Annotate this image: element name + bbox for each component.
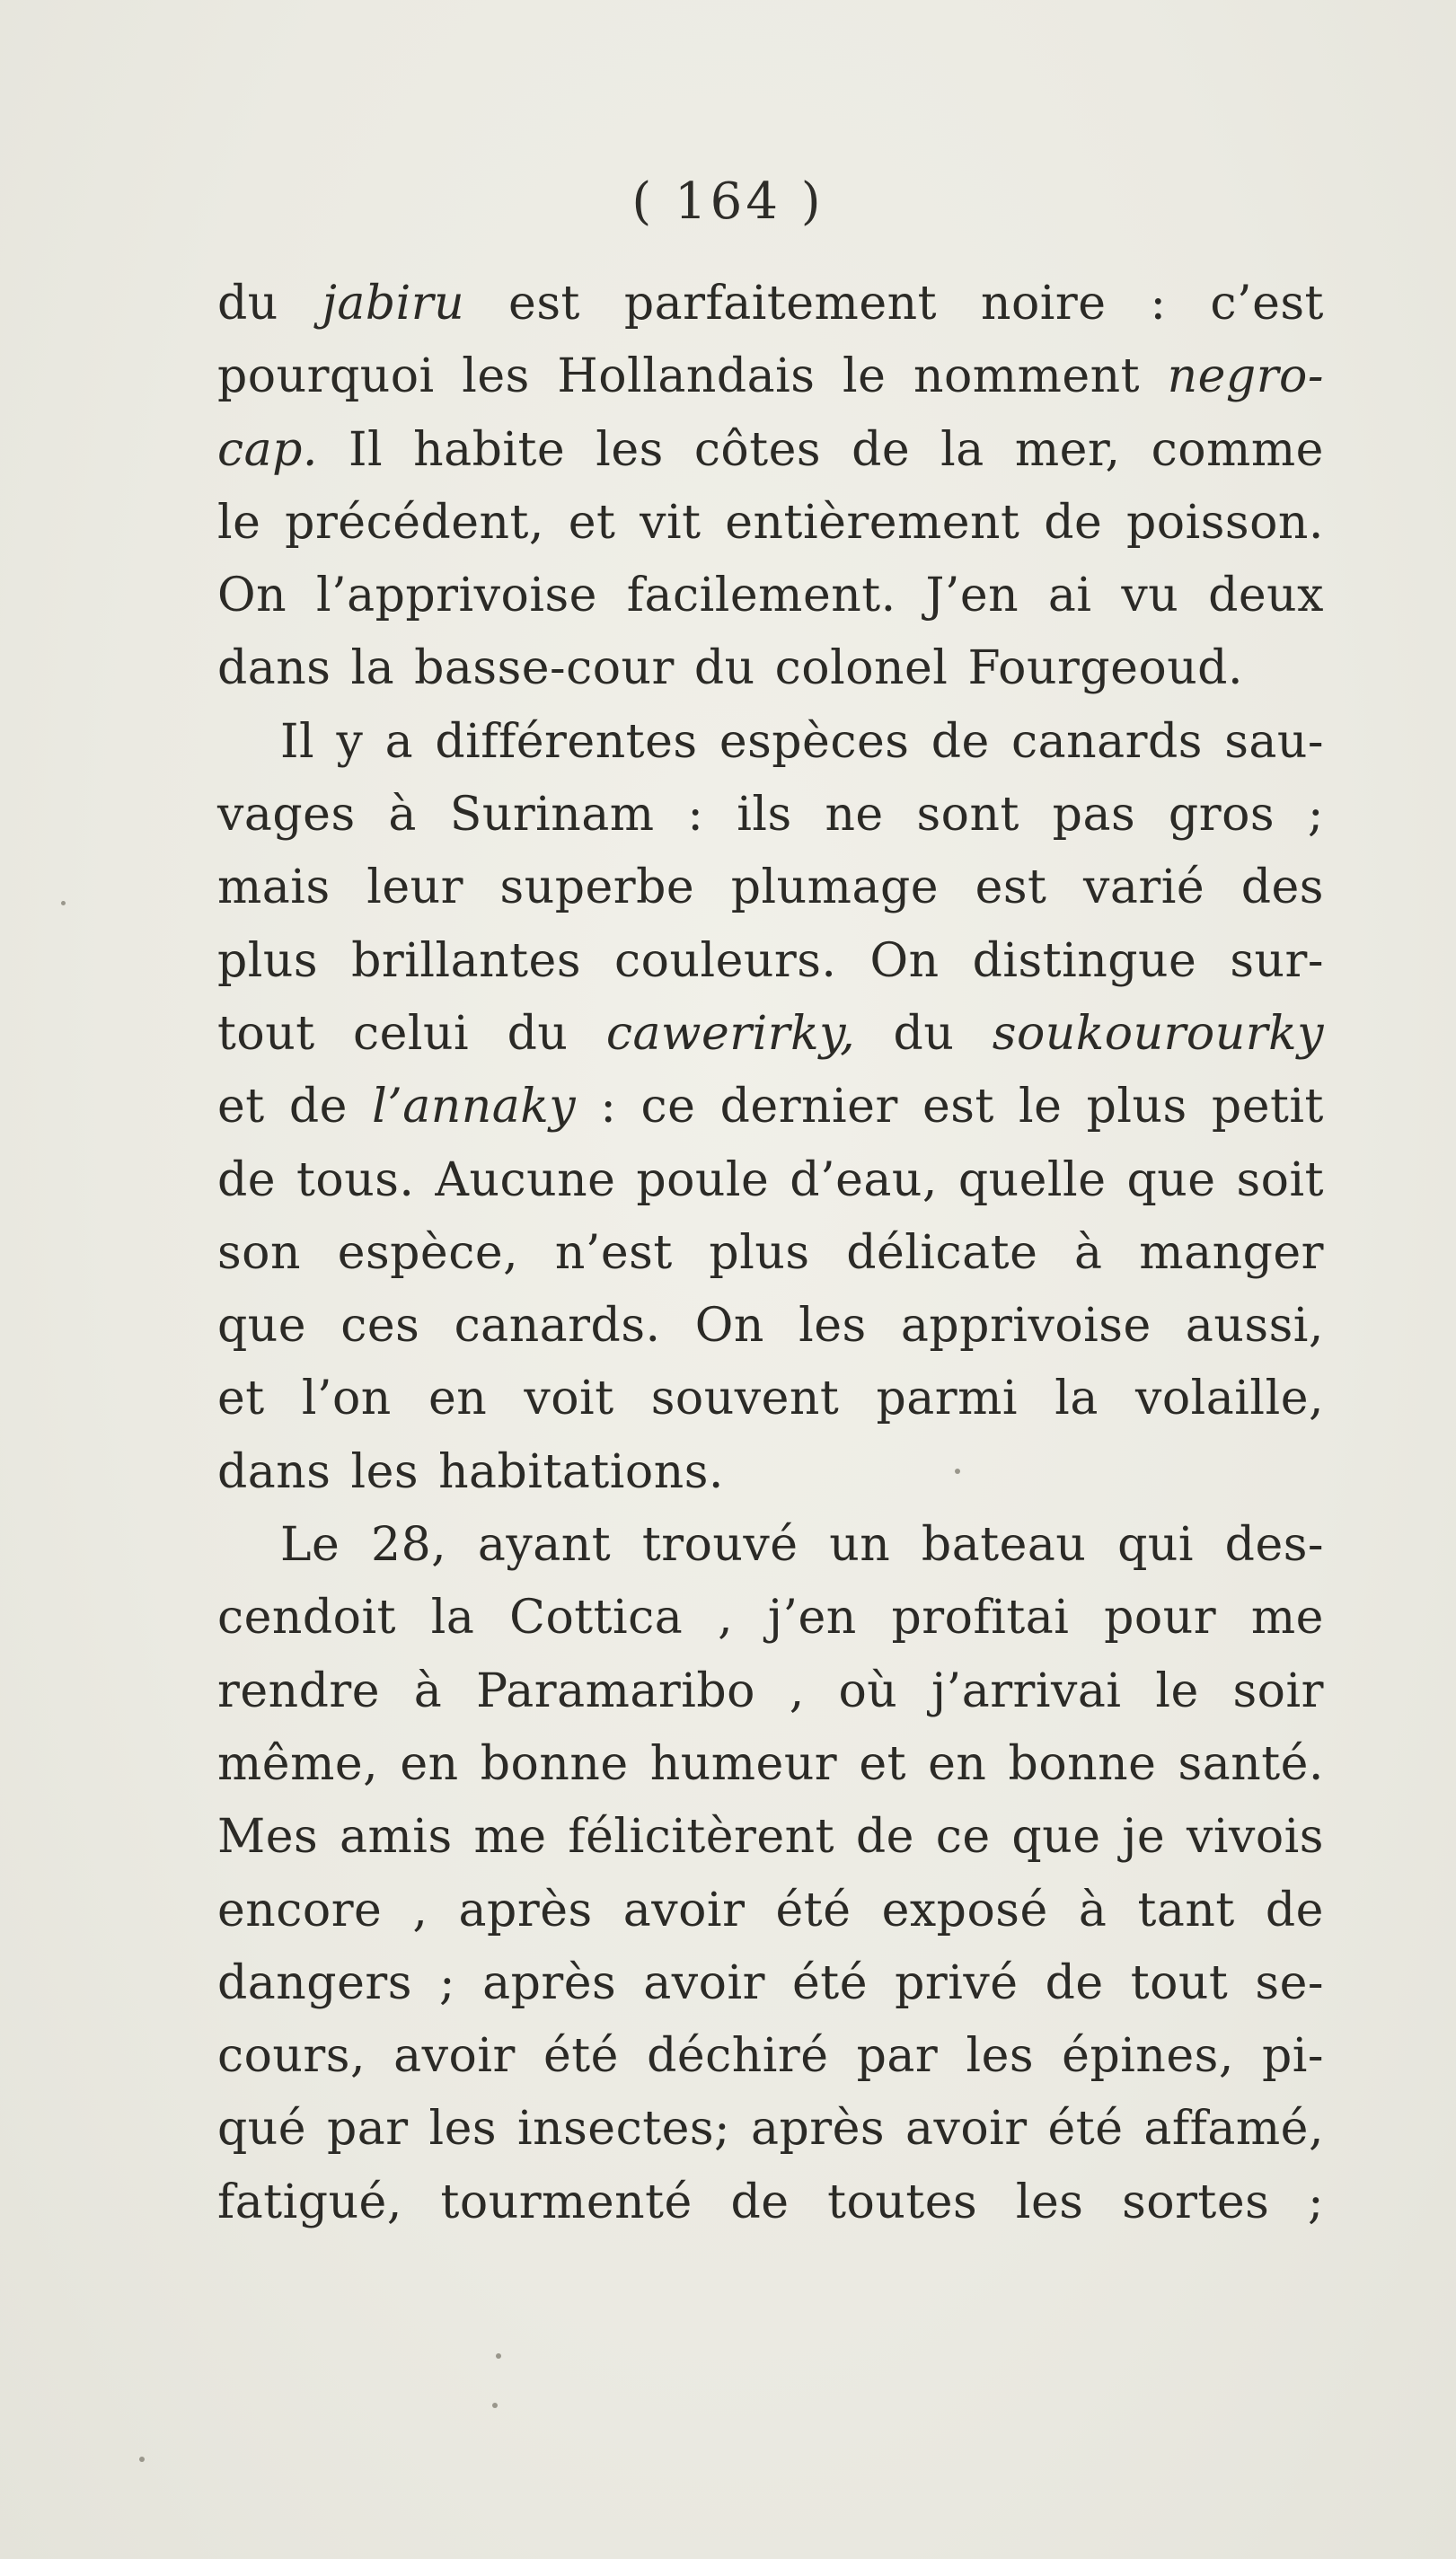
paper-speck <box>496 2353 501 2359</box>
word: qui <box>1117 1518 1194 1573</box>
word: ils <box>737 788 792 843</box>
word: est <box>975 860 1047 915</box>
word: quelle <box>957 1152 1107 1207</box>
text-line <box>217 560 1324 632</box>
paper-speck <box>61 901 66 905</box>
word: espèce, <box>337 1225 519 1280</box>
word: Mes <box>217 1810 319 1865</box>
word: son <box>217 1225 301 1280</box>
word: les <box>428 2102 498 2157</box>
word: mais <box>217 860 331 915</box>
word: leur <box>366 860 463 915</box>
word: amis <box>340 1810 453 1865</box>
word: soukourourky <box>992 1006 1324 1061</box>
word: la <box>940 422 984 477</box>
word: vit <box>640 495 702 550</box>
word: les <box>596 422 664 477</box>
word: à <box>1074 1225 1103 1280</box>
word: tourmenté <box>440 2175 693 2229</box>
word: brillantes <box>351 933 582 988</box>
word: vages <box>217 788 356 843</box>
word: les <box>799 1299 867 1354</box>
word: soir <box>1232 1663 1324 1718</box>
word: que <box>1011 1810 1101 1865</box>
text-line <box>217 2020 1324 2093</box>
word: plus <box>217 933 319 988</box>
word: sortes <box>1122 2175 1270 2229</box>
word: de <box>852 422 911 477</box>
word: la <box>1054 1372 1099 1426</box>
word: apprivoise <box>900 1299 1152 1354</box>
word: aussi, <box>1185 1299 1324 1354</box>
word: la <box>430 1591 475 1646</box>
text-line <box>217 925 1324 998</box>
word: de <box>1044 495 1103 550</box>
word: bonne <box>1008 1736 1157 1791</box>
word: où <box>838 1663 898 1718</box>
word: humeur <box>649 1736 838 1791</box>
word: l’apprivoise <box>315 569 597 623</box>
word: été <box>775 1883 852 1937</box>
word: les <box>350 1444 419 1499</box>
text-line <box>217 1582 1324 1655</box>
word: je <box>1122 1810 1166 1865</box>
word: ayant <box>477 1518 612 1573</box>
word: Le <box>280 1518 340 1573</box>
word: le <box>1019 1080 1063 1134</box>
word: pourquoi <box>217 349 435 404</box>
word: ; <box>1307 2175 1324 2229</box>
word: habite <box>413 422 566 477</box>
word: après <box>750 2102 886 2157</box>
word: celui <box>353 1006 470 1061</box>
text-line <box>217 1217 1324 1290</box>
word: se- <box>1255 1955 1324 2010</box>
word: nomment <box>913 349 1141 404</box>
text-line <box>217 268 1324 340</box>
word: bonne <box>480 1736 629 1791</box>
text-line <box>217 779 1324 852</box>
word: sur- <box>1230 933 1324 988</box>
word: l’on <box>301 1372 392 1426</box>
word: du <box>217 277 278 331</box>
word: en <box>400 1736 459 1791</box>
word: plumage <box>730 860 940 915</box>
word: petit <box>1211 1080 1324 1134</box>
word: déchiré <box>647 2029 829 2084</box>
word: toutes <box>827 2175 978 2229</box>
word: vu <box>1121 569 1179 623</box>
word: comme <box>1151 422 1324 477</box>
text-line <box>217 1144 1324 1217</box>
word: les <box>1015 2175 1084 2229</box>
word: et <box>859 1736 906 1791</box>
word: J’en <box>925 569 1019 623</box>
word: On <box>217 569 287 623</box>
word: un <box>829 1518 891 1573</box>
word: volaille, <box>1134 1372 1324 1426</box>
text-line <box>217 852 1324 924</box>
word: différentes <box>435 714 698 769</box>
text-line <box>217 1655 1324 1728</box>
word: manger <box>1139 1225 1324 1280</box>
word: exposé <box>881 1883 1048 1937</box>
word: et <box>217 1372 265 1426</box>
word: Cottica <box>509 1591 684 1646</box>
paper-speck <box>955 1469 960 1474</box>
word: poisson. <box>1126 495 1324 550</box>
word: été <box>543 2029 619 2084</box>
word: délicate <box>846 1225 1038 1280</box>
word: On <box>694 1299 764 1354</box>
word: : <box>1150 277 1167 331</box>
word: plus <box>709 1225 810 1280</box>
word: trouvé <box>641 1518 799 1573</box>
word: les <box>966 2029 1035 2084</box>
word: félicitèrent <box>568 1810 835 1865</box>
word: canards <box>1011 714 1203 769</box>
word: du <box>507 1006 569 1061</box>
word: ne <box>825 788 884 843</box>
word: : <box>687 788 704 843</box>
word: la <box>350 641 395 696</box>
word: poule <box>636 1152 770 1207</box>
word: qué <box>217 2102 307 2157</box>
word: en <box>428 1372 488 1426</box>
text-line <box>217 487 1324 560</box>
word: avoir <box>904 2102 1028 2157</box>
word: épines, <box>1062 2029 1234 2084</box>
word: de <box>931 714 990 769</box>
word: du <box>893 1006 955 1061</box>
word: : <box>600 1080 617 1134</box>
word: affamé, <box>1143 2102 1324 2157</box>
word: Il <box>348 422 384 477</box>
word: Aucune <box>435 1152 616 1207</box>
paper-speck <box>492 2403 498 2408</box>
word: espèces <box>719 714 910 769</box>
word: précédent, <box>285 495 544 550</box>
word: gros <box>1168 788 1275 843</box>
word: du <box>693 641 755 696</box>
word: bateau <box>921 1518 1087 1573</box>
word: me <box>473 1810 547 1865</box>
word: Hollandais <box>557 349 816 404</box>
word: ce <box>935 1810 991 1865</box>
word: et <box>217 1080 265 1134</box>
word: par <box>856 2029 939 2084</box>
word: par <box>326 2102 409 2157</box>
word: habitations. <box>438 1444 724 1499</box>
word: Fourgeoud. <box>967 641 1244 696</box>
word: de <box>855 1810 914 1865</box>
page-number: ( 164 ) <box>631 172 825 231</box>
word: été <box>792 1955 868 2010</box>
word: colonel <box>774 641 949 696</box>
word: deux <box>1208 569 1324 623</box>
word: l’annaky <box>372 1080 577 1134</box>
word: côtes <box>693 422 822 477</box>
word: dans <box>217 641 331 696</box>
word: pas <box>1052 788 1136 843</box>
text-line <box>217 1509 1324 1582</box>
text-line <box>217 1875 1324 1947</box>
word: souvent <box>650 1372 840 1426</box>
word: canards. <box>454 1299 661 1354</box>
word: cendoit <box>217 1591 397 1646</box>
word: sau- <box>1224 714 1324 769</box>
word: dangers <box>217 1955 412 2010</box>
word: a <box>384 714 414 769</box>
word: Paramaribo <box>476 1663 755 1718</box>
word: soit <box>1236 1152 1324 1207</box>
word: encore <box>217 1883 383 1937</box>
word: de <box>1265 1883 1324 1937</box>
word: couleurs. <box>614 933 837 988</box>
word: et <box>568 495 616 550</box>
word: en <box>928 1736 987 1791</box>
word: des <box>1240 860 1324 915</box>
word: tant <box>1137 1883 1235 1937</box>
word: des- <box>1224 1518 1324 1573</box>
text-line <box>217 1071 1324 1143</box>
word: basse-cour <box>414 641 675 696</box>
word: j’arrivai <box>931 1663 1122 1718</box>
word: avoir <box>643 1955 765 2010</box>
text-line <box>217 414 1324 487</box>
text-line <box>217 1728 1324 1801</box>
word: tous. <box>296 1152 415 1207</box>
text-line <box>217 2093 1324 2166</box>
word: avoir <box>622 1883 746 1937</box>
text-line <box>217 1290 1324 1363</box>
word: ; <box>1307 788 1324 843</box>
word: dernier <box>719 1080 898 1134</box>
word: superbe <box>499 860 695 915</box>
word: voit <box>524 1372 614 1426</box>
word: dans <box>217 1444 331 1499</box>
word: que <box>217 1299 307 1354</box>
word: après <box>458 1883 593 1937</box>
word: à <box>388 788 417 843</box>
text-line <box>217 340 1324 413</box>
word: les <box>462 349 530 404</box>
text-line <box>217 998 1324 1071</box>
text-line <box>217 2166 1324 2239</box>
word: est <box>508 277 580 331</box>
word: même, <box>217 1736 379 1791</box>
word: le <box>843 349 887 404</box>
word: santé. <box>1178 1736 1324 1791</box>
word: cawerirky, <box>605 1006 856 1061</box>
word: facilement. <box>626 569 896 623</box>
word: On <box>869 933 940 988</box>
body-text <box>217 268 1324 2239</box>
word: cours, <box>217 2029 366 2084</box>
word: ces <box>340 1299 420 1354</box>
word: que <box>1126 1152 1216 1207</box>
word: été <box>1047 2102 1124 2157</box>
word: n’est <box>554 1225 673 1280</box>
word: mer, <box>1014 422 1121 477</box>
word: me <box>1250 1591 1324 1646</box>
word: d’eau, <box>790 1152 938 1207</box>
word: fatigué, <box>217 2175 402 2229</box>
word: 28, <box>371 1518 447 1573</box>
word: à <box>413 1663 443 1718</box>
word: de <box>288 1080 348 1134</box>
text-line <box>217 706 1324 779</box>
word: de <box>730 2175 790 2229</box>
word: tout <box>217 1006 315 1061</box>
text-line <box>217 1436 1324 1509</box>
word: ai <box>1047 569 1092 623</box>
text-line <box>217 632 1324 705</box>
word: , <box>412 1883 428 1937</box>
word: pi- <box>1261 2029 1324 2084</box>
text-line <box>217 1947 1324 2020</box>
word: Il <box>280 714 315 769</box>
word: distingue <box>972 933 1197 988</box>
word: insectes; <box>516 2102 731 2157</box>
word: pour <box>1104 1591 1217 1646</box>
word: de <box>1045 1955 1104 2010</box>
word: j’en <box>767 1591 857 1646</box>
word: ce <box>640 1080 696 1134</box>
word: rendre <box>217 1663 381 1718</box>
word: tout <box>1130 1955 1229 2010</box>
text-line <box>217 1363 1324 1435</box>
word: profitai <box>891 1591 1070 1646</box>
word: y <box>336 714 364 769</box>
word: , <box>718 1591 734 1646</box>
word: parmi <box>876 1372 1019 1426</box>
word: negro- <box>1167 349 1324 404</box>
word: varié <box>1083 860 1205 915</box>
word: vivois <box>1186 1810 1324 1865</box>
word: ; <box>438 1955 455 2010</box>
word: de <box>217 1152 277 1207</box>
word: à <box>1078 1883 1107 1937</box>
text-line <box>217 1801 1324 1874</box>
word: entièrement <box>725 495 1020 550</box>
word: sont <box>916 788 1019 843</box>
word: , <box>789 1663 805 1718</box>
word: est <box>922 1080 994 1134</box>
word: plus <box>1086 1080 1187 1134</box>
word: après <box>482 1955 617 2010</box>
word: Surinam <box>449 788 655 843</box>
word: noire <box>980 277 1107 331</box>
word: avoir <box>393 2029 516 2084</box>
word: le <box>217 495 261 550</box>
paper-speck <box>139 2457 145 2462</box>
word: le <box>1155 1663 1199 1718</box>
word: jabiru <box>322 277 465 331</box>
word: c’est <box>1210 277 1324 331</box>
word: privé <box>895 1955 1019 2010</box>
word: cap. <box>217 422 318 477</box>
word: parfaitement <box>623 277 938 331</box>
